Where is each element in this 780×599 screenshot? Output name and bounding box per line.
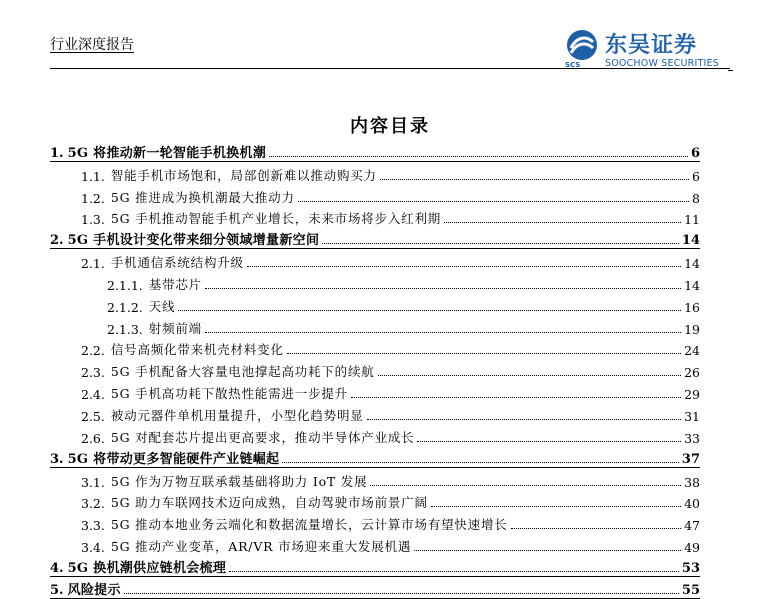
toc-title: 内容目录 — [350, 116, 430, 137]
toc-entry-number: 5. — [50, 582, 64, 598]
toc-entry[interactable] — [50, 162, 700, 184]
toc-entry-page: 14 — [681, 233, 700, 249]
toc-entry-page: 6 — [692, 168, 700, 184]
logo-abbreviation: SCS — [565, 61, 581, 69]
toc-entry-page: 37 — [681, 451, 700, 467]
toc-entry-label: 基带芯片 — [148, 276, 202, 292]
toc-entry-label: 5G 将带动更多智能硬件产业链崛起 — [67, 451, 280, 467]
toc-entry-label: 5G 推动产业变革，AR/VR 市场迎来重大发展机遇 — [110, 539, 412, 555]
toc-leader-dots — [124, 593, 679, 594]
toc-entry-number: 2.1.3. — [107, 321, 143, 337]
toc-entry-number: 1.3. — [81, 212, 105, 228]
toc-entry-label: 射频前端 — [148, 320, 202, 336]
toc-entry[interactable] — [50, 271, 700, 293]
toc-entry-page: 53 — [681, 560, 700, 576]
toc-entry-number: 4. — [50, 560, 64, 576]
logo-chinese-name: 东吴证券 — [605, 33, 698, 58]
toc-entry-label: 5G 将推动新一轮智能手机换机潮 — [67, 145, 267, 161]
toc-entry[interactable] — [50, 446, 700, 468]
toc-entry-label: 5G 助力车联网技术迈向成熟，自动驾驶市场前景广阔 — [110, 495, 428, 511]
toc-entry-label: 5G 换机潮供应链机会梳理 — [67, 560, 227, 576]
toc-entry-page: 38 — [684, 474, 700, 490]
toc-entry-label: 5G 手机配备大容量电池撑起高功耗下的续航 — [110, 364, 375, 380]
toc-entry[interactable] — [50, 249, 700, 271]
toc-entry-label: 天线 — [148, 298, 176, 314]
toc-entry-label: 风险提示 — [67, 582, 121, 598]
toc-entry-number: 2.4. — [81, 387, 105, 403]
toc-entry-page: 26 — [684, 365, 700, 381]
toc-entry-label: 5G 推动本地业务云端化和数据流量增长，云计算市场有望快速增长 — [110, 517, 508, 533]
toc-entry-number: 1. — [50, 145, 64, 161]
toc-entry-label: 5G 对配套芯片提出更高要求，推动半导体产业成长 — [110, 429, 415, 445]
toc-leader-dots — [322, 243, 679, 244]
toc-entry-label: 5G 手机设计变化带来细分领域增量新空间 — [67, 233, 320, 249]
toc-entry-number: 2.1.1. — [107, 277, 143, 293]
toc-entry-number: 3.2. — [81, 496, 105, 512]
toc-leader-dots — [417, 441, 681, 442]
toc-entry[interactable] — [50, 555, 700, 577]
toc-entry-page: 24 — [684, 343, 700, 359]
toc-leader-dots — [370, 485, 681, 486]
toc-entry-page: 11 — [684, 212, 700, 228]
toc-entry-page: 29 — [684, 387, 700, 403]
toc-entry-label: 5G 作为万物互联承载基础将助力 IoT 发展 — [110, 473, 368, 489]
toc-entry[interactable] — [50, 184, 700, 206]
toc-entry-number: 2.2. — [81, 343, 105, 359]
toc-entry[interactable] — [50, 402, 700, 424]
toc-entry-page: 16 — [684, 299, 700, 315]
toc-entry-number: 1.1. — [81, 168, 105, 184]
toc-entry-label: 智能手机市场饱和，局部创新难以推动购买力 — [110, 167, 377, 183]
toc-entry-label: 信号高频化带来机壳材料变化 — [110, 342, 284, 358]
toc-entry[interactable] — [50, 511, 700, 533]
toc-entry-number: 3. — [50, 451, 64, 467]
toc-leader-dots — [229, 571, 679, 572]
toc-entry[interactable] — [50, 490, 700, 512]
toc-entry-page: 8 — [692, 190, 700, 206]
toc-leader-dots — [351, 397, 681, 398]
toc-entry-page: 14 — [684, 256, 700, 272]
toc-entry[interactable] — [50, 140, 700, 162]
header-tick — [728, 70, 733, 71]
toc-entry[interactable] — [50, 337, 700, 359]
toc-entry-page: 33 — [684, 430, 700, 446]
toc-entry-number: 1.2. — [81, 190, 105, 206]
toc-leader-dots — [431, 506, 681, 507]
toc-entry-number: 2.5. — [81, 408, 105, 424]
logo-mark-icon — [565, 28, 599, 62]
toc-entry-number: 3.1. — [81, 474, 105, 490]
toc-entry[interactable] — [50, 468, 700, 490]
company-logo — [565, 28, 735, 70]
toc-entry[interactable] — [50, 424, 700, 446]
toc-entry-label: 5G 手机高功耗下散热性能需进一步提升 — [110, 386, 348, 402]
toc-entry[interactable] — [50, 315, 700, 337]
toc-leader-dots — [282, 462, 679, 463]
toc-entry-page: 49 — [684, 540, 700, 556]
toc-entry-label: 5G 手机推动智能手机产业增长，未来市场将步入红利期 — [110, 211, 442, 227]
toc-leader-dots — [367, 419, 682, 420]
toc-leader-dots — [205, 332, 681, 333]
toc-entry[interactable] — [50, 227, 700, 249]
toc-entry-number: 3.3. — [81, 518, 105, 534]
toc-entry-page: 55 — [681, 582, 700, 598]
toc-leader-dots — [298, 201, 689, 202]
toc-entry-label: 手机通信系统结构升级 — [110, 255, 244, 271]
toc-leader-dots — [444, 222, 681, 223]
table-of-contents — [50, 140, 700, 599]
toc-leader-dots — [380, 179, 689, 180]
toc-entry-number: 2.1. — [81, 256, 105, 272]
toc-entry-page: 19 — [684, 321, 700, 337]
toc-entry[interactable] — [50, 533, 700, 555]
header-divider — [50, 68, 730, 69]
toc-entry-number: 2. — [50, 233, 64, 249]
toc-leader-dots — [287, 353, 681, 354]
toc-leader-dots — [378, 375, 682, 376]
toc-entry-page: 6 — [690, 145, 700, 161]
toc-leader-dots — [414, 550, 681, 551]
report-category: 行业深度报告 — [50, 37, 134, 53]
toc-entry-page: 31 — [684, 408, 700, 424]
toc-entry-page: 14 — [684, 277, 700, 293]
toc-entry-label: 5G 推进成为换机潮最大推动力 — [110, 189, 295, 205]
toc-entry-page: 40 — [684, 496, 700, 512]
toc-entry-number: 2.1.2. — [107, 299, 143, 315]
toc-entry[interactable] — [50, 293, 700, 315]
toc-entry[interactable] — [50, 358, 700, 380]
toc-entry-number: 2.3. — [81, 365, 105, 381]
toc-leader-dots — [269, 156, 688, 157]
toc-leader-dots — [247, 266, 681, 267]
toc-leader-dots — [178, 310, 681, 311]
logo-english-name: SOOCHOW SECURITIES — [605, 58, 719, 69]
toc-entry-number: 3.4. — [81, 540, 105, 556]
toc-entry-page: 47 — [684, 518, 700, 534]
toc-entry-number: 2.6. — [81, 430, 105, 446]
toc-leader-dots — [511, 528, 682, 529]
toc-entry-label: 被动元器件单机用量提升，小型化趋势明显 — [110, 407, 364, 423]
toc-leader-dots — [205, 288, 681, 289]
toc-entry[interactable] — [50, 577, 700, 599]
toc-entry[interactable] — [50, 380, 700, 402]
toc-entry[interactable] — [50, 206, 700, 228]
